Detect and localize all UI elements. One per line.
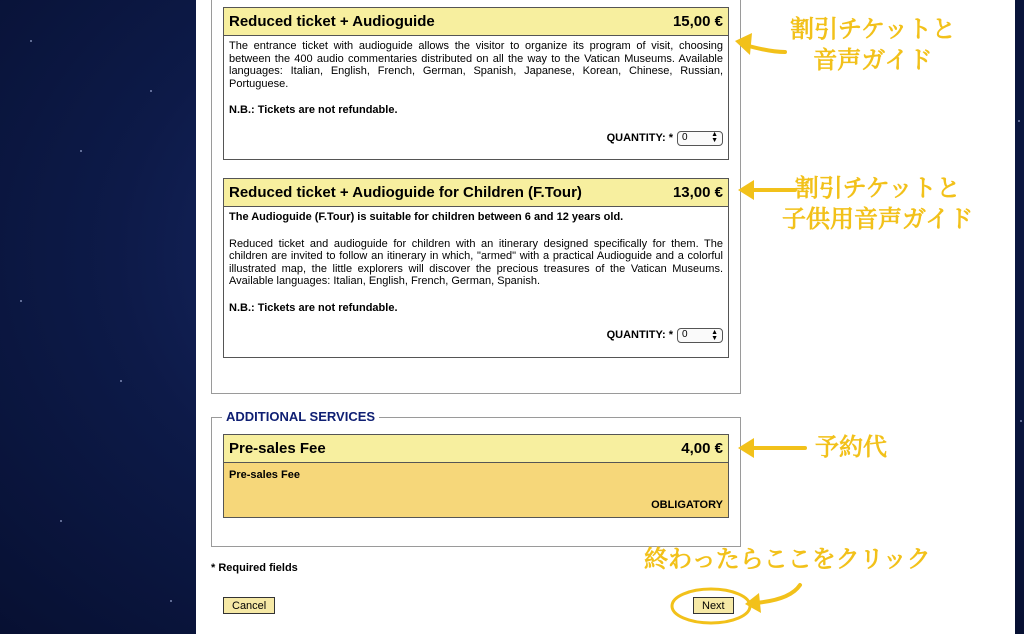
updown-arrows-icon: ▲ ▼ [711, 328, 718, 342]
ticket-body [224, 207, 728, 349]
quantity-row [229, 131, 723, 146]
additional-services-panel [211, 409, 741, 547]
ticket-note: N.B.: Tickets are not refundable. [229, 104, 398, 116]
fee-header [224, 435, 728, 463]
quantity-row [229, 328, 723, 343]
annotation-text: 割引チケットと [790, 15, 956, 43]
fee-body [224, 463, 728, 517]
ticket-body [224, 36, 728, 152]
additional-services-legend: ADDITIONAL SERVICES [222, 409, 379, 424]
annotation-click-next: 終わったらここをクリック [644, 545, 931, 573]
ticket-intro: The Audioguide (F.Tour) is suitable for children between 6 and 12 years old. [229, 211, 624, 223]
fee-title: Pre-sales Fee [229, 440, 326, 457]
ticket-price: 15,00 € [672, 13, 723, 30]
annotation-reduced-audioguide [790, 14, 956, 76]
cancel-button[interactable]: Cancel [223, 597, 275, 614]
quantity-select[interactable] [677, 131, 723, 146]
pre-sales-fee-box [223, 434, 729, 518]
fee-description: Pre-sales Fee [229, 469, 300, 481]
updown-arrows-icon: ▲ ▼ [711, 131, 718, 144]
quantity-label: QUANTITY: * [606, 329, 673, 342]
required-fields-note: * Required fields [211, 562, 298, 574]
ticket-reduced-audioguide-children [223, 178, 729, 358]
quantity-value: 0 [682, 329, 688, 341]
annotation-text: 子供用音声ガイド [782, 205, 974, 233]
next-button[interactable]: Next [693, 597, 734, 614]
ticket-title: Reduced ticket + Audioguide [229, 13, 435, 30]
ticket-title: Reduced ticket + Audioguide for Children (F.Tour) [229, 184, 582, 201]
quantity-label: QUANTITY: * [606, 131, 673, 144]
tickets-panel [211, 0, 741, 394]
fee-status: OBLIGATORY [651, 499, 723, 511]
ticket-note: N.B.: Tickets are not refundable. [229, 301, 398, 314]
annotation-text: 音声ガイド [813, 46, 933, 74]
annotation-text: 割引チケットと [794, 174, 961, 202]
fee-price: 4,00 € [681, 440, 723, 457]
quantity-select[interactable] [677, 328, 723, 343]
ticket-header [224, 8, 728, 36]
ticket-description: The entrance ticket with audioguide allows the visitor to organize its program of visit, choosing between the 400 audio commentaries distributed on all the way to the Vatican Museums. Available languages: Italian, English, French, German, Spanish, Japanese, Korean, Chinese, Russian, Portuguese. [229, 40, 723, 90]
annotation-presales-fee: 予約代 [815, 433, 887, 461]
ticket-price: 13,00 € [672, 184, 723, 201]
ticket-reduced-audioguide [223, 7, 729, 160]
quantity-value: 0 [682, 131, 688, 143]
ticket-description: Reduced ticket and audioguide for children with an itinerary designed specifically for them. The children are invited to follow an itinerary in which, "armed" with a practical Audioguide and a colorful illustrated map, the little explorers will discover the precious treasures of the Vatican Museums. Available languages: Italian, English, French, German, Spanish. [229, 237, 723, 287]
annotation-children-audioguide [782, 173, 973, 235]
ticket-header [224, 179, 728, 207]
ticket-order-page [196, 0, 1015, 634]
